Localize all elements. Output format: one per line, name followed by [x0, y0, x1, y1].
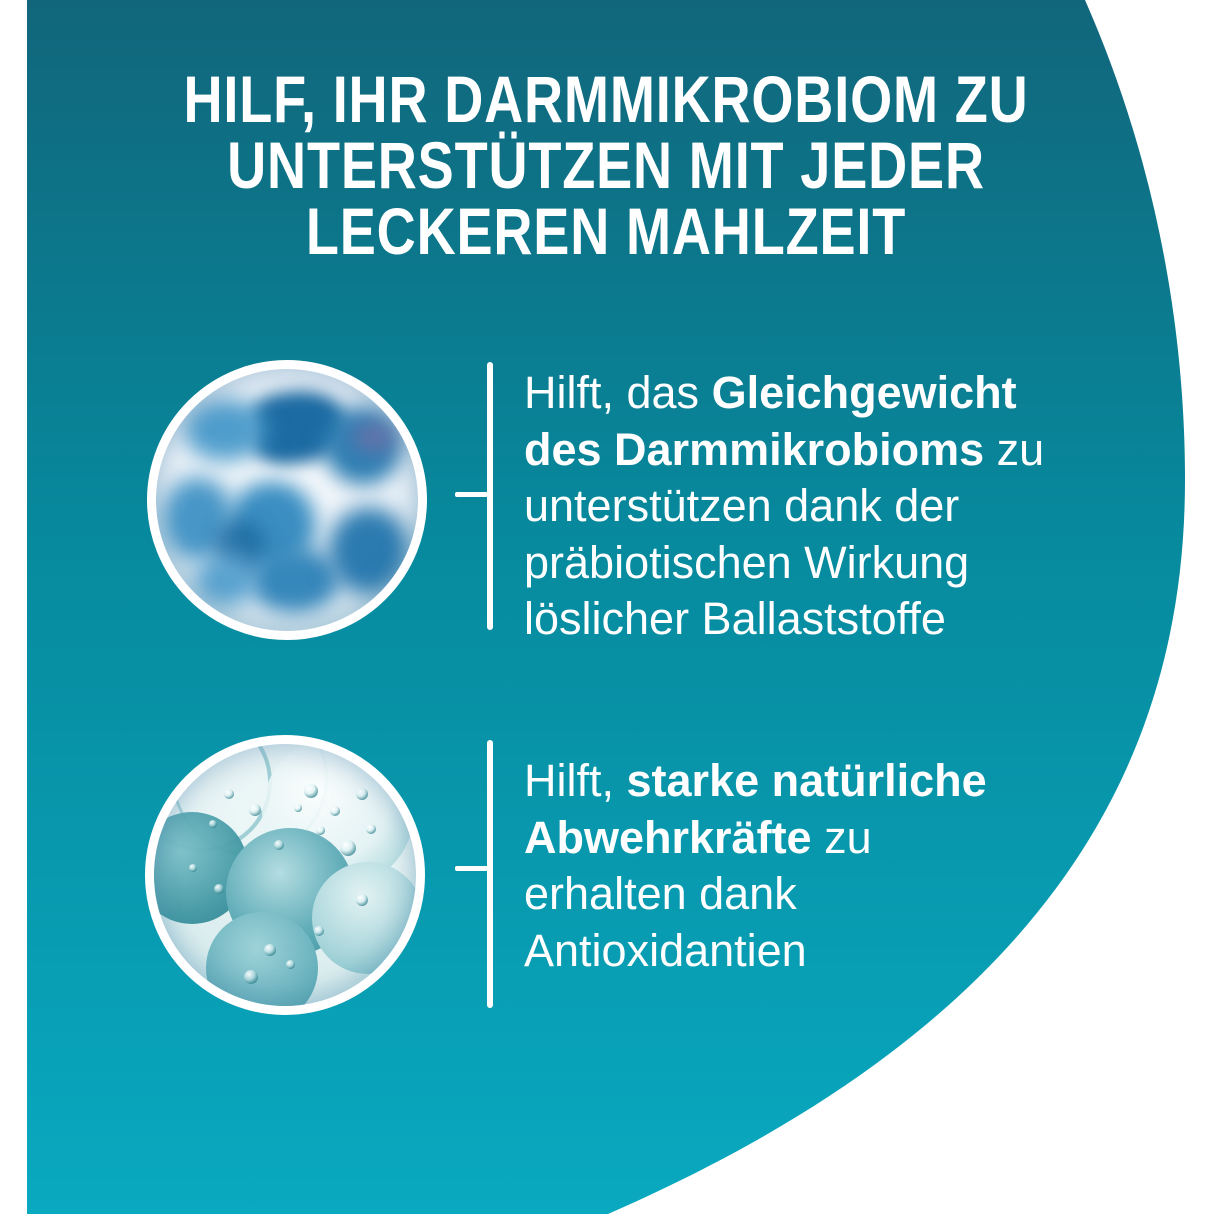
benefit-text-segment: unterstützen dank der	[524, 480, 960, 531]
benefit-text-segment-bold: des Darmmikrobioms	[524, 423, 985, 475]
benefit-text-segment-bold: Gleichgewicht	[711, 367, 1017, 418]
benefit-divider-tick	[455, 492, 488, 497]
petri-dish-rim-shade	[156, 369, 418, 631]
benefit-text-line	[524, 866, 1144, 923]
benefit-text-line	[524, 810, 1144, 867]
benefit-text-line	[524, 923, 1144, 980]
bubbles-image	[145, 735, 425, 1015]
headline-line-1: HILF, IHR DARMMIKROBIOM ZU	[183, 62, 1029, 136]
headline-line-3: LECKEREN MAHLZEIT	[305, 194, 907, 268]
benefit-text-segment: Hilft,	[524, 755, 627, 806]
benefit-divider-line	[487, 362, 493, 630]
benefit-text-segment: zu	[984, 423, 1045, 475]
microbiome-image-wrap	[147, 360, 427, 640]
benefit-text-segment: löslicher Ballaststoffe	[524, 593, 946, 644]
benefit-text-segment: Hilft, das	[524, 367, 712, 418]
benefit-text-line	[524, 535, 1144, 592]
benefit-text-antioxidants	[524, 753, 1144, 979]
benefit-text-segment: zu	[811, 811, 872, 863]
page-title	[131, 62, 1081, 268]
benefit-text-segment: erhalten dank	[524, 868, 797, 919]
benefit-text-line	[524, 591, 1144, 648]
antioxidant-image-wrap	[145, 735, 425, 1015]
benefit-text-line	[524, 478, 1144, 535]
benefit-text-segment-bold: starke natürliche	[626, 755, 987, 806]
petri-dish-image	[147, 360, 427, 640]
benefit-text-line	[524, 365, 1144, 422]
benefit-text-microbiome	[524, 365, 1144, 648]
bubbles-rim-shade	[154, 744, 416, 1006]
headline-line-2: UNTERSTÜTZEN MIT JEDER	[227, 128, 985, 202]
benefit-text-segment-bold: Abwehrkräfte	[524, 811, 812, 863]
benefit-divider-line	[487, 740, 493, 1008]
benefit-text-segment: präbiotischen Wirkung	[524, 536, 970, 588]
benefit-text-line	[524, 753, 1144, 810]
benefit-divider-tick	[455, 866, 488, 871]
benefit-text-line	[524, 422, 1144, 479]
benefit-text-segment: Antioxidantien	[524, 924, 807, 976]
